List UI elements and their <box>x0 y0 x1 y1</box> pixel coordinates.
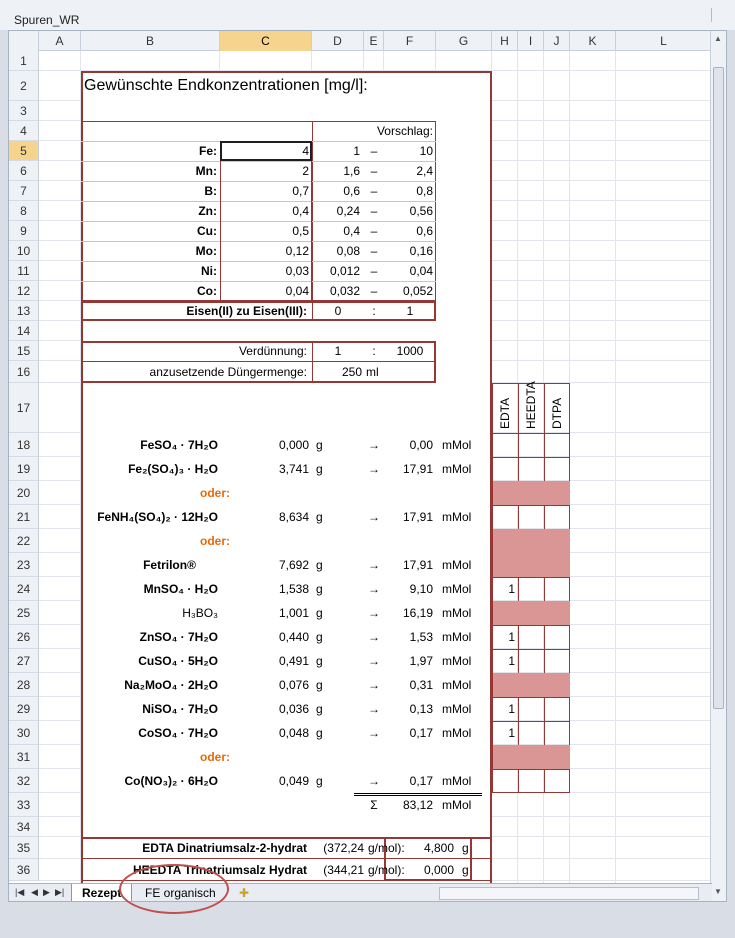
row-header-5[interactable]: 5 <box>9 141 39 161</box>
row-header-4[interactable]: 4 <box>9 121 39 141</box>
unit-mmol: mMol <box>442 654 472 668</box>
divider <box>518 383 519 793</box>
compound-name: MnSO₄ · H₂O <box>143 582 218 596</box>
max-value: 0,6 <box>416 224 433 238</box>
unit-g: g <box>316 606 323 620</box>
compound-grams: 1,001 <box>278 606 309 620</box>
compound-mmol: 17,91 <box>402 462 433 476</box>
edta-unit: g <box>462 841 469 855</box>
column-header-a[interactable]: A <box>39 31 81 51</box>
arrow-icon: → <box>368 726 380 740</box>
compound-mmol: 0,31 <box>409 678 433 692</box>
row-header-33[interactable]: 33 <box>9 793 39 817</box>
unit-g: g <box>316 630 323 644</box>
row-header-17[interactable]: 17 <box>9 383 39 433</box>
row-header-34[interactable]: 34 <box>9 817 39 837</box>
edta-flag: 1 <box>508 582 515 596</box>
element-value: 0,7 <box>292 184 309 198</box>
compound-grams: 1,538 <box>278 582 309 596</box>
oder-label: oder: <box>200 486 230 500</box>
vertical-scrollbar[interactable] <box>710 31 726 902</box>
element-value: 0,04 <box>285 284 309 298</box>
unit-mmol: mMol <box>442 582 472 596</box>
chelate-header-dtpa: DTPA <box>550 397 564 429</box>
row-header-16[interactable]: 16 <box>9 361 39 383</box>
arrow-icon: → <box>368 774 380 788</box>
row-header-7[interactable]: 7 <box>9 181 39 201</box>
row-header-26[interactable]: 26 <box>9 625 39 649</box>
arrow-icon: → <box>368 510 380 524</box>
unit-g: g <box>316 654 323 668</box>
panel-title: Gewünschte Endkonzentrationen [mg/l]: <box>84 77 368 94</box>
row-header-8[interactable]: 8 <box>9 201 39 221</box>
first-sheet-icon[interactable]: |◀ <box>15 887 25 897</box>
unit-g: g <box>316 774 323 788</box>
compound-grams: 0,440 <box>278 630 309 644</box>
element-label: Cu: <box>197 224 217 238</box>
compound-name: FeSO₄ · 7H₂O <box>140 438 218 452</box>
heedta-value: 0,000 <box>423 863 454 877</box>
select-all-corner[interactable] <box>9 31 39 51</box>
edta-flag: 1 <box>508 630 515 644</box>
element-value: 0,4 <box>292 204 309 218</box>
unit-mmol: mMol <box>442 630 472 644</box>
scroll-down-icon[interactable]: ▼ <box>714 887 722 896</box>
compound-mmol: 1,97 <box>409 654 433 668</box>
arrow-icon: → <box>368 654 380 668</box>
last-sheet-icon[interactable]: ▶| <box>55 887 65 897</box>
verduennung-label: Verdünnung: <box>238 344 307 358</box>
duenger-unit: ml <box>366 365 379 379</box>
next-sheet-icon[interactable]: ▶ <box>43 887 50 897</box>
row-header-22[interactable]: 22 <box>9 529 39 553</box>
compound-mmol: 16,19 <box>402 606 433 620</box>
max-value: 10 <box>419 144 433 158</box>
vorschlag-label: Vorschlag: <box>376 124 433 138</box>
column-header-h[interactable]: H <box>492 31 518 51</box>
element-label: Mn: <box>195 164 217 178</box>
row-header-21[interactable]: 21 <box>9 505 39 529</box>
compound-mmol: 9,10 <box>409 582 433 596</box>
unit-mmol: mMol <box>442 774 472 788</box>
unit-g: g <box>316 558 323 572</box>
row-header-9[interactable]: 9 <box>9 221 39 241</box>
row-header-2[interactable]: 2 <box>9 71 39 101</box>
min-value: 0,6 <box>343 184 360 198</box>
arrow-icon: → <box>368 606 380 620</box>
row-header-24[interactable]: 24 <box>9 577 39 601</box>
chelate-fill <box>493 553 570 577</box>
compound-name: H₃BO₃ <box>182 606 218 620</box>
spreadsheet <box>8 30 727 902</box>
row-header-15[interactable]: 15 <box>9 341 39 361</box>
compound-name: Na₂MoO₄ · 2H₂O <box>124 678 218 692</box>
unit-g: g <box>316 438 323 452</box>
column-header-g[interactable]: G <box>436 31 492 51</box>
compound-mmol: 0,17 <box>409 726 433 740</box>
highlight-circle <box>119 864 229 914</box>
edta-mw-unit: g/mol): <box>368 841 405 855</box>
unit-mmol: mMol <box>442 678 472 692</box>
verduennung-a: 1 <box>334 344 342 358</box>
arrow-icon: → <box>368 630 380 644</box>
chelate-fill <box>493 745 570 769</box>
column-header-i[interactable]: I <box>518 31 544 51</box>
max-value: 0,052 <box>402 284 433 298</box>
compound-mmol: 0,13 <box>409 702 433 716</box>
unit-g: g <box>316 702 323 716</box>
min-value: 0,24 <box>336 204 360 218</box>
heedta-name: HEEDTA Trinatriumsalz Hydrat <box>132 863 307 877</box>
element-value: 4 <box>302 144 309 158</box>
unit-mmol: mMol <box>442 438 472 452</box>
row-header-36[interactable]: 36 <box>9 859 39 881</box>
element-value: 0,03 <box>285 264 309 278</box>
unit-g: g <box>316 510 323 524</box>
scroll-thumb[interactable] <box>713 67 724 709</box>
compound-name: CuSO₄ · 5H₂O <box>138 654 218 668</box>
compound-grams: 7,692 <box>278 558 309 572</box>
element-value: 0,12 <box>285 244 309 258</box>
column-header-j[interactable]: J <box>544 31 570 51</box>
oder-label: oder: <box>200 534 230 548</box>
min-value: 1 <box>353 144 360 158</box>
unit-mmol: mMol <box>442 702 472 716</box>
row-header-23[interactable]: 23 <box>9 553 39 577</box>
row-header-20[interactable]: 20 <box>9 481 39 505</box>
heedta-mw: (344,21 <box>323 863 364 877</box>
chelate-fill <box>493 481 570 505</box>
row-header-28[interactable]: 28 <box>9 673 39 697</box>
min-value: 1,6 <box>343 164 360 178</box>
dash: – <box>370 204 378 218</box>
tab-fe-organisch-label: FE organisch <box>145 886 216 900</box>
unit-g: g <box>316 582 323 596</box>
edta-flag: 1 <box>508 726 515 740</box>
tab-rezept-label: Rezept <box>82 886 122 900</box>
chelate-header-edta: EDTA <box>498 397 512 429</box>
unit-mmol: mMol <box>442 558 472 572</box>
column-header-l[interactable]: L <box>616 31 712 51</box>
element-value: 0,5 <box>292 224 309 238</box>
row-header-19[interactable]: 19 <box>9 457 39 481</box>
row-line <box>492 505 570 506</box>
heedta-unit: g <box>462 863 469 877</box>
compound-grams: 8,634 <box>278 510 309 524</box>
chelate-fill <box>493 529 570 553</box>
compound-mmol: 1,53 <box>409 630 433 644</box>
edta-name: EDTA Dinatriumsalz-2-hydrat <box>142 841 307 855</box>
heedta-mw-unit: g/mol): <box>368 863 405 877</box>
max-value: 2,4 <box>416 164 433 178</box>
active-cell <box>220 141 312 161</box>
compound-name: Co(NO₃)₂ · 6H₂O <box>124 774 218 788</box>
compound-grams: 0,076 <box>278 678 309 692</box>
eisen-label: Eisen(II) zu Eisen(III): <box>186 304 307 318</box>
grid-line <box>615 51 616 885</box>
unit-mmol: mMol <box>442 606 472 620</box>
dash: – <box>370 264 378 278</box>
element-label: Mo: <box>195 244 217 258</box>
row-line <box>492 433 570 434</box>
row-header-3[interactable]: 3 <box>9 101 39 121</box>
compound-mmol: 0,17 <box>409 774 433 788</box>
title-bar <box>0 0 735 30</box>
compound-name: NiSO₄ · 7H₂O <box>142 702 218 716</box>
compound-grams: 3,741 <box>278 462 309 476</box>
row-header-31[interactable]: 31 <box>9 745 39 769</box>
unit-mmol: mMol <box>442 462 472 476</box>
column-header-k[interactable]: K <box>570 31 616 51</box>
unit-g: g <box>316 726 323 740</box>
element-label: B: <box>204 184 217 198</box>
chelate-header-heedta: HEEDTA <box>524 381 538 429</box>
row-header-13[interactable]: 13 <box>9 301 39 321</box>
row-header-10[interactable]: 10 <box>9 241 39 261</box>
verduennung-sep: : <box>372 344 376 358</box>
element-label: Fe: <box>199 144 217 158</box>
chelate-fill <box>493 601 570 625</box>
dash: – <box>370 224 378 238</box>
compound-name: Fetrilon® <box>143 558 196 572</box>
window-control[interactable] <box>711 8 725 22</box>
min-value: 0,08 <box>336 244 360 258</box>
verduennung-b: 1000 <box>396 344 424 358</box>
edta-mw: (372,24 <box>323 841 364 855</box>
min-value: 0,012 <box>329 264 360 278</box>
compound-mmol: 17,91 <box>402 510 433 524</box>
window-title: Spuren_WR <box>14 13 80 27</box>
compound-grams: 0,000 <box>278 438 309 452</box>
row-header-35[interactable]: 35 <box>9 837 39 859</box>
dash: – <box>370 184 378 198</box>
compound-grams: 0,048 <box>278 726 309 740</box>
row-header-32[interactable]: 32 <box>9 769 39 793</box>
arrow-icon: → <box>368 462 380 476</box>
unit-mmol: mMol <box>442 726 472 740</box>
arrow-icon: → <box>368 558 380 572</box>
column-headers <box>9 31 712 51</box>
row-line <box>492 769 570 770</box>
row-header-18[interactable]: 18 <box>9 433 39 457</box>
row-header-11[interactable]: 11 <box>9 261 39 281</box>
max-value: 0,16 <box>409 244 433 258</box>
arrow-icon: → <box>368 582 380 596</box>
prev-sheet-icon[interactable]: ◀ <box>31 887 38 897</box>
eisen-sep: : <box>372 304 376 318</box>
sum-value: 83,12 <box>402 798 433 812</box>
column-header-d[interactable]: D <box>312 31 364 51</box>
unit-mmol: mMol <box>442 510 472 524</box>
compound-mmol: 17,91 <box>402 558 433 572</box>
edta-value: 4,800 <box>423 841 454 855</box>
element-label: Zn: <box>198 204 217 218</box>
arrow-icon: → <box>368 702 380 716</box>
compound-name: CoSO₄ · 7H₂O <box>138 726 218 740</box>
duenger-value: 250 <box>341 365 362 379</box>
row-header-30[interactable]: 30 <box>9 721 39 745</box>
unit-g: g <box>316 678 323 692</box>
element-label: Ni: <box>201 264 217 278</box>
sum-unit: mMol <box>442 798 472 812</box>
row-header-25[interactable]: 25 <box>9 601 39 625</box>
divider <box>544 383 545 793</box>
compound-grams: 0,036 <box>278 702 309 716</box>
column-header-f[interactable]: F <box>384 31 436 51</box>
compound-name: Fe₂(SO₄)₃ · H₂O <box>128 462 218 476</box>
dash: – <box>370 284 378 298</box>
element-value: 2 <box>302 164 309 178</box>
duenger-label: anzusetzende Düngermenge: <box>149 365 307 379</box>
insert-sheet-icon[interactable]: ✚ <box>239 886 250 900</box>
eisen-a: 0 <box>334 304 342 318</box>
arrow-icon: → <box>368 678 380 692</box>
sum-icon: Σ <box>370 798 378 812</box>
row-header-1[interactable]: 1 <box>9 51 39 71</box>
compound-name: ZnSO₄ · 7H₂O <box>139 630 218 644</box>
row-line <box>492 457 570 458</box>
arrow-icon: → <box>368 438 380 452</box>
cell-grid[interactable] <box>39 51 712 885</box>
eisen-b: 1 <box>406 304 414 318</box>
min-value: 0,032 <box>329 284 360 298</box>
oder-label: oder: <box>200 750 230 764</box>
row-header-14[interactable]: 14 <box>9 321 39 341</box>
max-value: 0,56 <box>409 204 433 218</box>
dash: – <box>370 164 378 178</box>
unit-g: g <box>316 462 323 476</box>
chelate-fill <box>493 673 570 697</box>
column-header-e[interactable]: E <box>364 31 384 51</box>
dash: – <box>370 244 378 258</box>
scroll-up-icon[interactable]: ▲ <box>714 34 722 43</box>
compound-mmol: 0,00 <box>409 438 433 452</box>
sheet-tab-bar <box>9 883 712 902</box>
edta-flag: 1 <box>508 654 515 668</box>
dash: – <box>370 144 378 158</box>
row-header-6[interactable]: 6 <box>9 161 39 181</box>
max-value: 0,8 <box>416 184 433 198</box>
row-header-12[interactable]: 12 <box>9 281 39 301</box>
row-header-27[interactable]: 27 <box>9 649 39 673</box>
column-header-c[interactable]: C <box>220 31 312 51</box>
min-value: 0,4 <box>343 224 360 238</box>
compound-grams: 0,049 <box>278 774 309 788</box>
horizontal-scrollbar[interactable] <box>439 887 699 900</box>
compound-grams: 0,491 <box>278 654 309 668</box>
compound-name: FeNH₄(SO₄)₂ · 12H₂O <box>97 510 218 524</box>
row-header-29[interactable]: 29 <box>9 697 39 721</box>
column-header-b[interactable]: B <box>81 31 220 51</box>
element-label: Co: <box>197 284 217 298</box>
edta-flag: 1 <box>508 702 515 716</box>
max-value: 0,04 <box>409 264 433 278</box>
